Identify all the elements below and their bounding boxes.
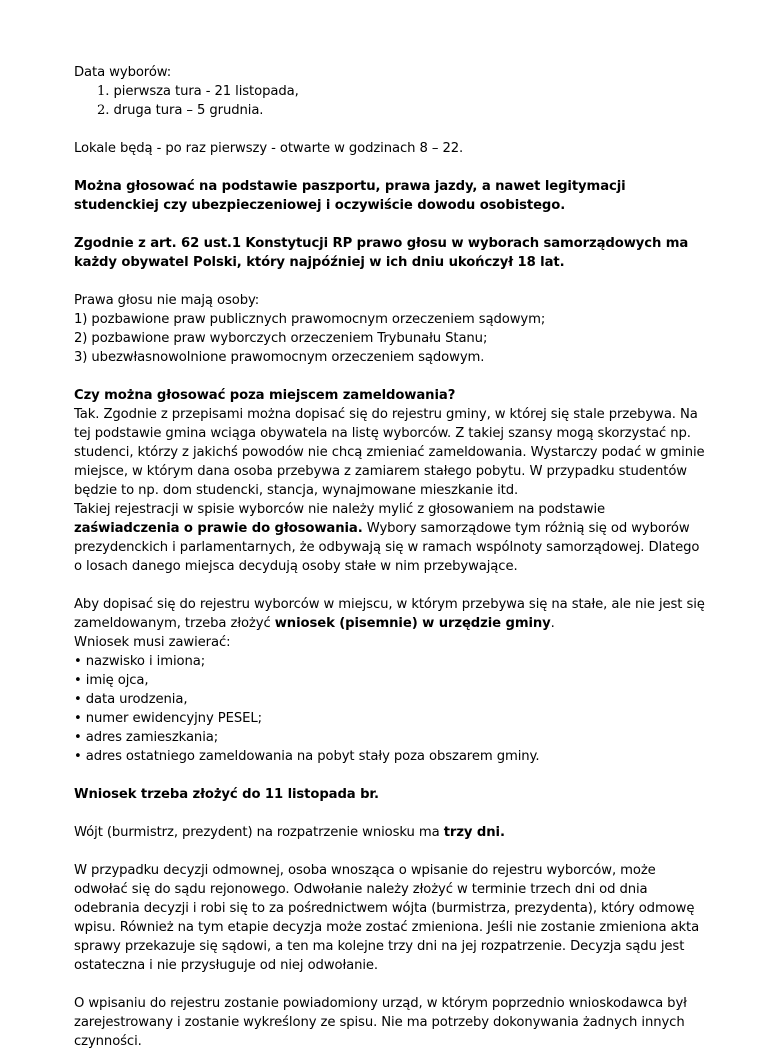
list-item: • imię ojca, (74, 673, 149, 688)
list-item-text: pierwsza tura - 21 listopada, (113, 84, 299, 99)
application-term: wniosek (pisemnie) w urzędzie gminy (274, 616, 551, 631)
list-item: • numer ewidencyjny PESEL; (74, 711, 262, 726)
certificate-term: zaświadczenia o prawie do głosowania. (74, 521, 363, 536)
list-item (74, 101, 706, 120)
list-item: 1) pozbawione praw publicznych prawomocnym orzeczeniem sądowym; (74, 312, 546, 327)
appeal-paragraph: W przypadku decyzji odmownej, osoba wnosząca o wpisanie do rejestru wyborców, może odwołać się do sądu rejonowego. Odwołanie należy złożyć w terminie trzech dni od dnia odebrania decyzji i robi się to za pośrednictwem wójta (burmistrza, prezydenta), który odmowę wpisu. Również na tym etapie decyzja może zostać zmieniona. Jeśli nie zostanie zmieniona akta sprawy przekazuje się sądowi, a ten ma kolejne trzy dni na jej rozpatrzenie. Decyzja sądu jest ostateczna i nie przysługuje od niej odwołanie. (74, 863, 700, 973)
outside-residence-section (74, 386, 706, 576)
list-item: • adres zamieszkania; (74, 730, 219, 745)
review-text: Wójt (burmistrz, prezydent) na rozpatrzenie wniosku ma (74, 825, 444, 840)
application-section (74, 595, 706, 766)
election-dates-list (74, 82, 706, 120)
documents-paragraph: Można głosować na podstawie paszportu, prawa jazdy, a nawet legitymacji studenckiej czy ubezpieczeniowej i oczywiście dowodu osobistego. (74, 179, 626, 213)
election-dates-section (74, 63, 706, 120)
must-contain-label: Wniosek musi zawierać: (74, 635, 231, 650)
no-vote-heading: Prawa głosu nie mają osoby: (74, 293, 260, 308)
notification-paragraph: O wpisaniu do rejestru zostanie powiadomiony urząd, w którym poprzednio wnioskodawca był zarejestrowany i zostanie wykreślony ze spisu. Nie ma potrzeby dokonywania żadnych innych czynności. (74, 996, 687, 1049)
application-intro-text: Aby dopisać się do rejestru wyborców w miejscu, w którym przebywa się na stałe, ale nie jest się zameldowanym, trzeba złożyć (74, 597, 705, 631)
list-item: 2) pozbawione praw wyborczych orzeczeniem Trybunału Stanu; (74, 331, 488, 346)
application-intro-end: . (550, 616, 555, 631)
list-item: • data urodzenia, (74, 692, 188, 707)
registration-text-cont: Wybory samorządowe tym różnią się od wyborów prezydenckich i parlamentarnych, że odbywają się w ramach wspólnoty samorządowej. Dlatego o losach danego miejsca decydują osoby stałe w nim przebywające. (74, 521, 700, 574)
no-vote-section (74, 291, 706, 367)
list-item: 3) ubezwłasnowolnione prawomocnym orzeczeniem sądowym. (74, 350, 485, 365)
list-item (74, 82, 706, 101)
election-dates-heading: Data wyborów: (74, 65, 172, 80)
list-number: 2. (97, 103, 110, 118)
document-page (74, 63, 706, 1051)
polling-hours-paragraph: Lokale będą - po raz pierwszy - otwarte w godzinach 8 – 22. (74, 141, 464, 156)
list-item-text: druga tura – 5 grudnia. (113, 103, 264, 118)
constitution-paragraph: Zgodnie z art. 62 ust.1 Konstytucji RP prawo głosu w wyborach samorządowych ma każdy obywatel Polski, który najpóźniej w ich dniu ukończył 18 lat. (74, 236, 689, 270)
list-number: 1. (97, 84, 110, 99)
list-item: • nazwisko i imiona; (74, 654, 206, 669)
review-paragraph (74, 823, 706, 842)
answer-paragraph: Tak. Zgodnie z przepisami można dopisać się do rejestru gminy, w której się stale przebywa. Na tej podstawie gmina wciąga obywatela na listę wyborców. Z takiej szansy mogą skorzystać np. studenci, którzy z jakichś powodów nie chcą zmieniać zameldowania. Wystarczy podać w gminie miejsce, w którym dana osoba przebywa z zamiarem stałego pobytu. W przypadku studentów będzie to np. dom studencki, stancja, wynajmowane mieszkanie itd. (74, 407, 705, 498)
registration-text: Takiej rejestracji w spisie wyborców nie należy mylić z głosowaniem na podstawie (74, 502, 606, 517)
question-heading: Czy można głosować poza miejscem zameldowania? (74, 388, 456, 403)
list-item: • adres ostatniego zameldowania na pobyt stały poza obszarem gminy. (74, 749, 540, 764)
deadline-paragraph: Wniosek trzeba złożyć do 11 listopada br. (74, 787, 379, 802)
registration-paragraph (74, 500, 706, 576)
application-intro (74, 595, 706, 633)
review-days: trzy dni. (443, 825, 505, 840)
